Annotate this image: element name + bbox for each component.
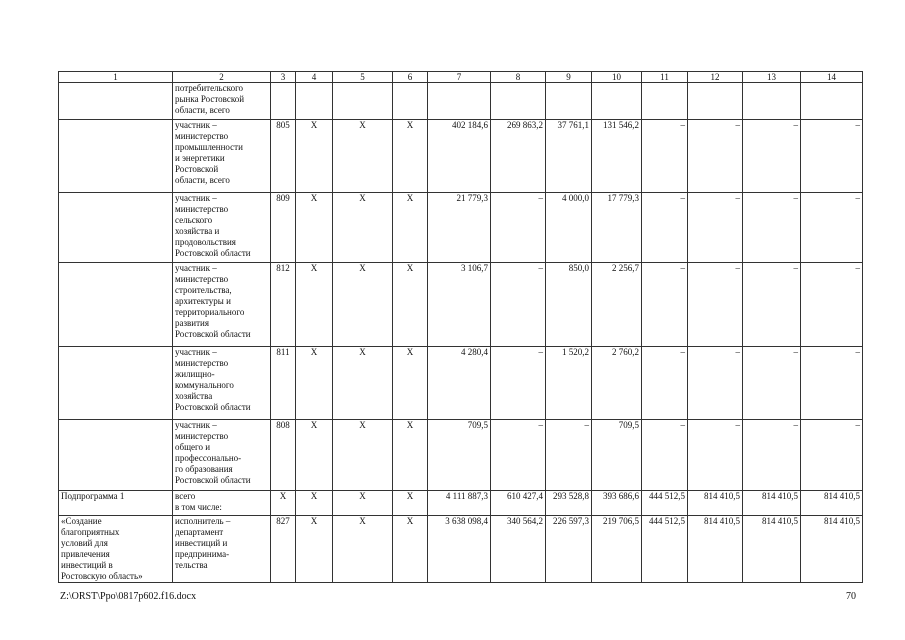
value-cell-col-4: X bbox=[296, 193, 333, 263]
participant-cell-line: министерство bbox=[175, 431, 229, 441]
value-cell-col-9: 850,0 bbox=[546, 263, 592, 347]
participant-cell bbox=[173, 420, 271, 491]
value-cell-col-4: X bbox=[296, 263, 333, 347]
value-cell-col-8: – bbox=[491, 263, 546, 347]
value-cell-col-3: 808 bbox=[271, 420, 296, 491]
participant-cell-line: строительства, bbox=[175, 285, 232, 295]
participant-cell-line: министерство bbox=[175, 358, 229, 368]
participant-cell-line: Ростовской области bbox=[175, 248, 251, 258]
value-cell-col-6: X bbox=[393, 516, 428, 583]
participant-cell bbox=[173, 516, 271, 583]
table-row bbox=[59, 347, 863, 420]
value-cell-col-4: X bbox=[296, 347, 333, 420]
value-cell-col-13: 814 410,5 bbox=[743, 516, 801, 583]
table-row bbox=[59, 516, 863, 583]
value-cell-col-9: 293 528,8 bbox=[546, 491, 592, 516]
column-header-13: 13 bbox=[743, 72, 801, 83]
value-cell-col-7: 4 280,4 bbox=[428, 347, 491, 420]
value-cell-col-14: – bbox=[801, 120, 863, 193]
value-cell-col-4: X bbox=[296, 420, 333, 491]
column-header-2: 2 bbox=[173, 72, 271, 83]
table-row bbox=[59, 83, 863, 120]
column-header-9: 9 bbox=[546, 72, 592, 83]
participant-cell-line: территориального bbox=[175, 307, 245, 317]
participant-cell-line: исполнитель – bbox=[175, 516, 231, 526]
participant-cell-line: департамент bbox=[175, 527, 224, 537]
header-row bbox=[59, 72, 863, 83]
value-cell-col-13: – bbox=[743, 193, 801, 263]
program-name-cell-line: привлечения bbox=[61, 549, 110, 559]
participant-cell bbox=[173, 193, 271, 263]
value-cell-col-3: 811 bbox=[271, 347, 296, 420]
value-cell-col-3: 812 bbox=[271, 263, 296, 347]
value-cell-col-9: 4 000,0 bbox=[546, 193, 592, 263]
participant-cell-line: общего и bbox=[175, 442, 211, 452]
program-name-cell-line: Подпрограмма 1 bbox=[61, 491, 125, 501]
value-cell-col-14: – bbox=[801, 263, 863, 347]
participant-cell-line: участник – bbox=[175, 120, 217, 130]
value-cell-col-12: – bbox=[688, 193, 743, 263]
value-cell-col-11: – bbox=[642, 120, 688, 193]
value-cell-col-10: 17 779,3 bbox=[592, 193, 642, 263]
value-cell-col-13 bbox=[743, 83, 801, 120]
program-name-cell bbox=[59, 516, 173, 583]
participant-cell-line: участник – bbox=[175, 263, 217, 273]
value-cell-col-5 bbox=[333, 83, 393, 120]
column-header-1: 1 bbox=[59, 72, 173, 83]
column-header-11: 11 bbox=[642, 72, 688, 83]
value-cell-col-6: X bbox=[393, 120, 428, 193]
value-cell-col-6: X bbox=[393, 347, 428, 420]
value-cell-col-7: 4 111 887,3 bbox=[428, 491, 491, 516]
value-cell-col-14: – bbox=[801, 193, 863, 263]
program-name-cell bbox=[59, 193, 173, 263]
value-cell-col-4: X bbox=[296, 120, 333, 193]
table-row bbox=[59, 491, 863, 516]
value-cell-col-10: 2 760,2 bbox=[592, 347, 642, 420]
participant-cell-line: инвестиций и bbox=[175, 538, 228, 548]
column-header-6: 6 bbox=[393, 72, 428, 83]
value-cell-col-7: 3 638 098,4 bbox=[428, 516, 491, 583]
value-cell-col-3: 809 bbox=[271, 193, 296, 263]
participant-cell-line: промышленности bbox=[175, 142, 243, 152]
participant-cell-line: Ростовской bbox=[175, 164, 219, 174]
participant-cell-line: и энергетики bbox=[175, 153, 225, 163]
value-cell-col-14: 814 410,5 bbox=[801, 491, 863, 516]
participant-cell-line: участник – bbox=[175, 347, 217, 357]
program-name-cell-line: условий для bbox=[61, 538, 108, 548]
value-cell-col-10: 131 546,2 bbox=[592, 120, 642, 193]
program-name-cell bbox=[59, 420, 173, 491]
program-name-cell bbox=[59, 120, 173, 193]
value-cell-col-13: – bbox=[743, 347, 801, 420]
value-cell-col-6 bbox=[393, 83, 428, 120]
participant-cell-line: участник – bbox=[175, 193, 217, 203]
participant-cell-line: коммунального bbox=[175, 380, 234, 390]
value-cell-col-6: X bbox=[393, 263, 428, 347]
participant-cell-line: жилищно- bbox=[175, 369, 215, 379]
program-name-cell bbox=[59, 491, 173, 516]
value-cell-col-10: 2 256,7 bbox=[592, 263, 642, 347]
value-cell-col-14 bbox=[801, 83, 863, 120]
value-cell-col-6: X bbox=[393, 491, 428, 516]
column-header-8: 8 bbox=[491, 72, 546, 83]
program-name-cell-line: Ростовскую область» bbox=[61, 571, 143, 581]
value-cell-col-3: 805 bbox=[271, 120, 296, 193]
program-name-cell-line: благоприятных bbox=[61, 527, 120, 537]
value-cell-col-11 bbox=[642, 83, 688, 120]
value-cell-col-5: X bbox=[333, 120, 393, 193]
value-cell-col-11: – bbox=[642, 420, 688, 491]
participant-cell bbox=[173, 347, 271, 420]
value-cell-col-8 bbox=[491, 83, 546, 120]
column-header-5: 5 bbox=[333, 72, 393, 83]
participant-cell-line: хозяйства bbox=[175, 391, 213, 401]
participant-cell-line: тельства bbox=[175, 560, 208, 570]
participant-cell-line: развития bbox=[175, 318, 210, 328]
participant-cell-line: министерство bbox=[175, 204, 229, 214]
value-cell-col-4 bbox=[296, 83, 333, 120]
value-cell-col-8: 269 863,2 bbox=[491, 120, 546, 193]
column-header-4: 4 bbox=[296, 72, 333, 83]
value-cell-col-8: – bbox=[491, 193, 546, 263]
table-body bbox=[59, 72, 863, 583]
value-cell-col-5: X bbox=[333, 193, 393, 263]
value-cell-col-10: 393 686,6 bbox=[592, 491, 642, 516]
value-cell-col-5: X bbox=[333, 347, 393, 420]
value-cell-col-13: – bbox=[743, 420, 801, 491]
footer-file-path: Z:\ORST\Ppo\0817p602.f16.docx bbox=[60, 591, 197, 602]
participant-cell-line: профессонально- bbox=[175, 453, 242, 463]
value-cell-col-9 bbox=[546, 83, 592, 120]
value-cell-col-12: 814 410,5 bbox=[688, 516, 743, 583]
value-cell-col-8: – bbox=[491, 420, 546, 491]
program-name-cell-line: «Создание bbox=[61, 516, 102, 526]
participant-cell-line: Ростовской области bbox=[175, 475, 251, 485]
participant-cell-line: архитектуры и bbox=[175, 296, 231, 306]
participant-cell-line: области, всего bbox=[175, 105, 230, 115]
value-cell-col-12: 814 410,5 bbox=[688, 491, 743, 516]
value-cell-col-5: X bbox=[333, 263, 393, 347]
value-cell-col-8: 610 427,4 bbox=[491, 491, 546, 516]
value-cell-col-3: 827 bbox=[271, 516, 296, 583]
value-cell-col-14: – bbox=[801, 420, 863, 491]
participant-cell-line: хозяйства и bbox=[175, 226, 220, 236]
value-cell-col-3 bbox=[271, 83, 296, 120]
value-cell-col-7: 21 779,3 bbox=[428, 193, 491, 263]
value-cell-col-9: – bbox=[546, 420, 592, 491]
value-cell-col-12: – bbox=[688, 120, 743, 193]
table-row bbox=[59, 193, 863, 263]
participant-cell-line: продовольствия bbox=[175, 237, 236, 247]
value-cell-col-4: X bbox=[296, 491, 333, 516]
budget-table bbox=[58, 71, 863, 583]
value-cell-col-7: 709,5 bbox=[428, 420, 491, 491]
participant-cell-line: области, всего bbox=[175, 175, 230, 185]
participant-cell-line: министерство bbox=[175, 274, 229, 284]
participant-cell-line: в том числе: bbox=[175, 502, 222, 512]
value-cell-col-6: X bbox=[393, 193, 428, 263]
value-cell-col-11: – bbox=[642, 347, 688, 420]
table-row bbox=[59, 263, 863, 347]
value-cell-col-14: 814 410,5 bbox=[801, 516, 863, 583]
table-row bbox=[59, 420, 863, 491]
participant-cell-line: предпринима- bbox=[175, 549, 230, 559]
value-cell-col-11: 444 512,5 bbox=[642, 516, 688, 583]
value-cell-col-14: – bbox=[801, 347, 863, 420]
participant-cell-line: участник – bbox=[175, 420, 217, 430]
participant-cell bbox=[173, 263, 271, 347]
value-cell-col-8: – bbox=[491, 347, 546, 420]
value-cell-col-4: X bbox=[296, 516, 333, 583]
value-cell-col-8: 340 564,2 bbox=[491, 516, 546, 583]
value-cell-col-12 bbox=[688, 83, 743, 120]
participant-cell-line: сельского bbox=[175, 215, 213, 225]
value-cell-col-11: 444 512,5 bbox=[642, 491, 688, 516]
participant-cell-line: рынка Ростовской bbox=[175, 94, 245, 104]
value-cell-col-7: 3 106,7 bbox=[428, 263, 491, 347]
program-name-cell-line: инвестиций в bbox=[61, 560, 113, 570]
value-cell-col-10 bbox=[592, 83, 642, 120]
value-cell-col-13: 814 410,5 bbox=[743, 491, 801, 516]
table-row bbox=[59, 120, 863, 193]
column-header-12: 12 bbox=[688, 72, 743, 83]
column-header-7: 7 bbox=[428, 72, 491, 83]
participant-cell-line: Ростовской области bbox=[175, 402, 251, 412]
column-header-3: 3 bbox=[271, 72, 296, 83]
value-cell-col-12: – bbox=[688, 347, 743, 420]
participant-cell bbox=[173, 491, 271, 516]
value-cell-col-5: X bbox=[333, 516, 393, 583]
footer-page-number: 70 bbox=[846, 591, 856, 602]
value-cell-col-12: – bbox=[688, 420, 743, 491]
value-cell-col-10: 709,5 bbox=[592, 420, 642, 491]
program-name-cell bbox=[59, 347, 173, 420]
value-cell-col-9: 226 597,3 bbox=[546, 516, 592, 583]
participant-cell-line: потребительского bbox=[175, 83, 244, 93]
participant-cell-line: министерство bbox=[175, 131, 229, 141]
value-cell-col-11: – bbox=[642, 263, 688, 347]
column-header-14: 14 bbox=[801, 72, 863, 83]
column-header-10: 10 bbox=[592, 72, 642, 83]
value-cell-col-7: 402 184,6 bbox=[428, 120, 491, 193]
participant-cell-line: всего bbox=[175, 491, 196, 501]
participant-cell-line: го образования bbox=[175, 464, 233, 474]
value-cell-col-5: X bbox=[333, 491, 393, 516]
value-cell-col-9: 37 761,1 bbox=[546, 120, 592, 193]
program-name-cell bbox=[59, 83, 173, 120]
value-cell-col-5: X bbox=[333, 420, 393, 491]
value-cell-col-11: – bbox=[642, 193, 688, 263]
value-cell-col-6: X bbox=[393, 420, 428, 491]
participant-cell-line: Ростовской области bbox=[175, 329, 251, 339]
value-cell-col-10: 219 706,5 bbox=[592, 516, 642, 583]
program-name-cell bbox=[59, 263, 173, 347]
value-cell-col-13: – bbox=[743, 263, 801, 347]
value-cell-col-3: X bbox=[271, 491, 296, 516]
participant-cell bbox=[173, 83, 271, 120]
value-cell-col-7 bbox=[428, 83, 491, 120]
value-cell-col-13: – bbox=[743, 120, 801, 193]
value-cell-col-9: 1 520,2 bbox=[546, 347, 592, 420]
value-cell-col-12: – bbox=[688, 263, 743, 347]
participant-cell bbox=[173, 120, 271, 193]
